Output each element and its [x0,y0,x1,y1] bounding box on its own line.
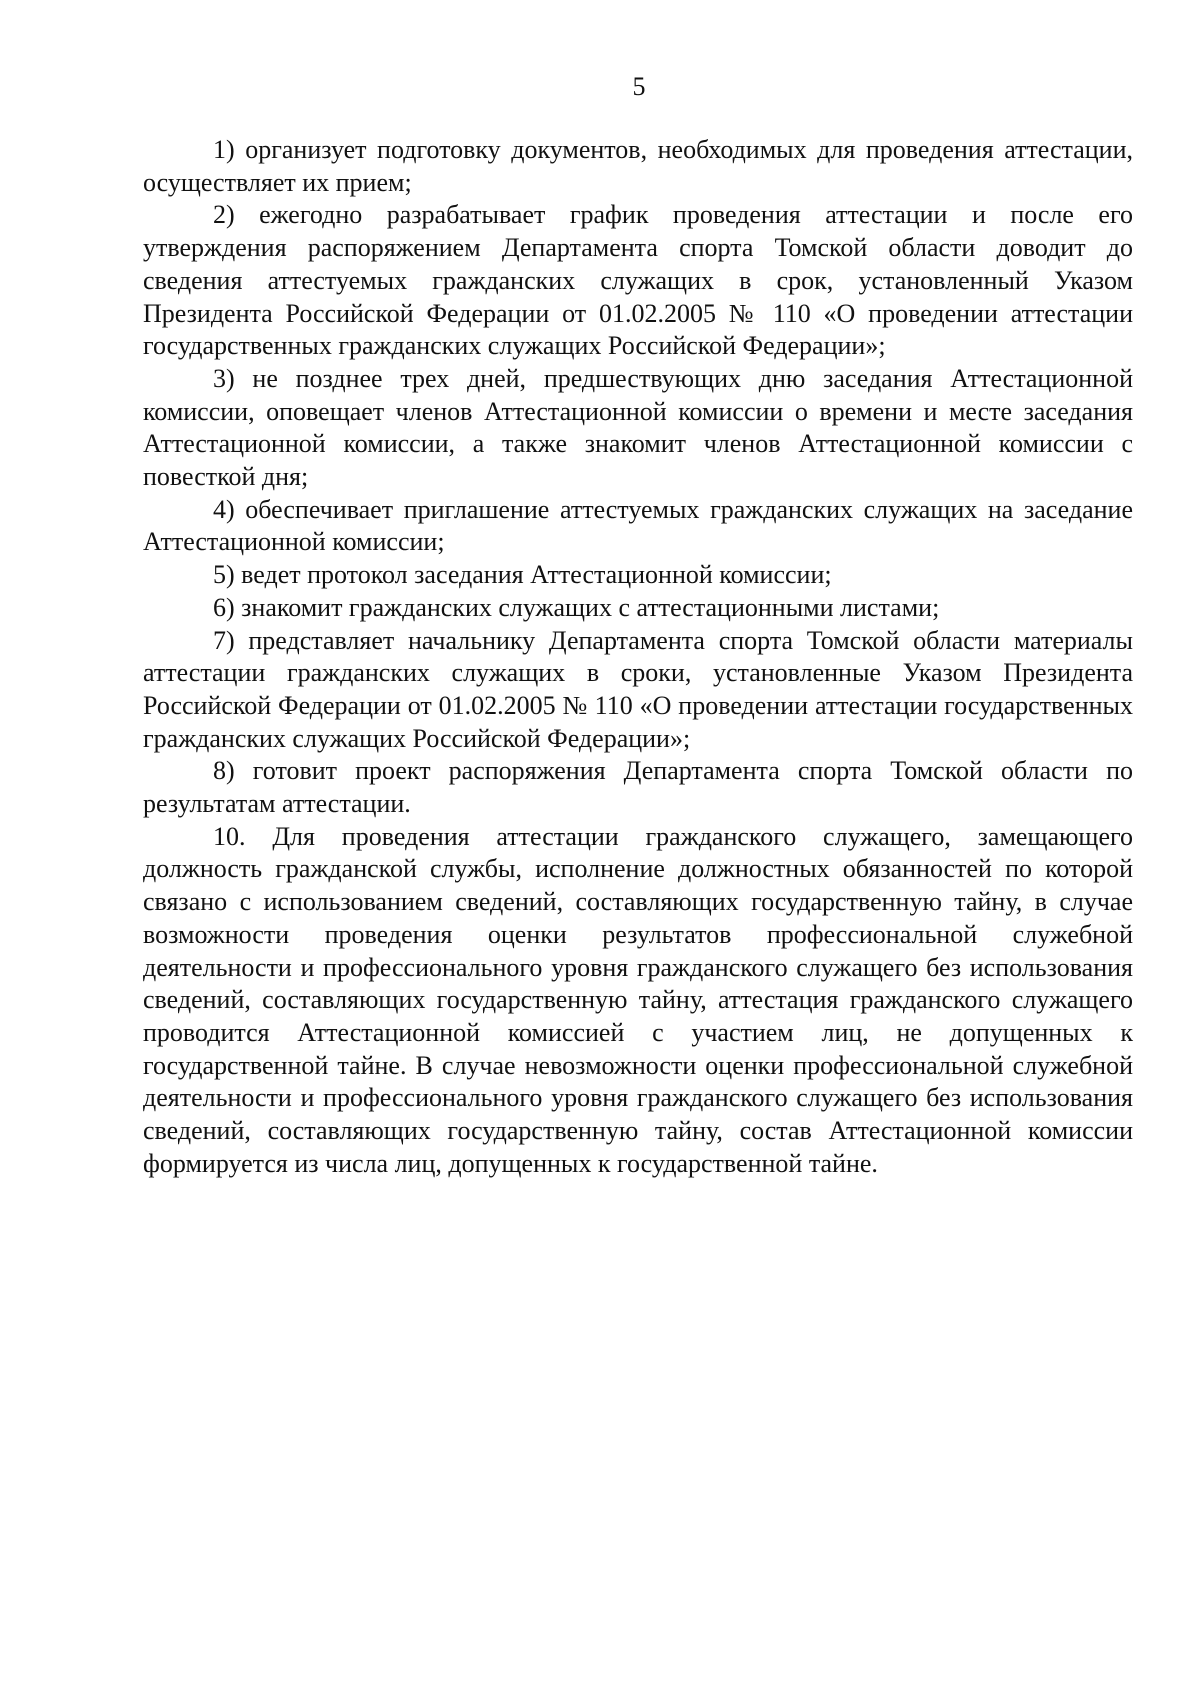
document-body [143,134,1133,1181]
paragraph-item-7: 7) представляет начальнику Департамента спорта Томской области материалы аттестации гражданских служащих в сроки, установленные Указом Президента Российской Федерации от 01.02.2005 № 110 «О проведении аттестации государственных гражданских служащих Российской Федерации»; [143,625,1133,753]
paragraph-item-3: 3) не позднее трех дней, предшествующих дню заседания Аттестационной комиссии, оповещает членов Аттестационной комиссии о времени и месте заседания Аттестационной комиссии, а также знакомит членов Аттестационной комиссии с повесткой дня; [143,363,1133,492]
paragraph-item-6: 6) знакомит гражданских служащих с аттестационными листами; [213,592,940,622]
paragraph-item-5: 5) ведет протокол заседания Аттестационной комиссии; [213,560,832,590]
paragraph-item-2: 2) ежегодно разрабатывает график проведения аттестации и после его утверждения распоряжением Департамента спорта Томской области доводит до сведения аттестуемых гражданских служащих в срок, установленный Указом Президента Российской Федерации от 01.02.2005 № 110 «О проведении аттестации государственных гражданских служащих Российской Федерации»; [143,200,1133,361]
paragraph-item-4: 4) обеспечивает приглашение аттестуемых гражданских служащих на заседание Аттестационной комиссии; [143,494,1133,557]
paragraph-item-1: 1) организует подготовку документов, необходимых для проведения аттестации, осуществляет их прием; [143,135,1133,197]
paragraph-section-10: 10. Для проведения аттестации гражданского служащего, замещающего должность гражданской службы, исполнение должностных обязанностей по которой связано с использованием сведений, составляющих государственную тайну, в случае возможности проведения оценки результатов профессиональной служебной деятельности и профессионального уровня гражданского служащего без использования сведений, составляющих государственную тайну, аттестация гражданского служащего проводится Аттестационной комиссией с участием лиц, не допущенных к государственной тайне. В случае невозможности оценки профессиональной служебной деятельности и профессионального уровня гражданского служащего без использования сведений, составляющих государственную тайну, состав Аттестационной комиссии формируется из числа лиц, допущенных к государственной тайне. [143,821,1133,1178]
page-number: 5 [632,72,646,101]
paragraph-item-8: 8) готовит проект распоряжения Департамента спорта Томской области по результатам аттестации. [143,756,1133,819]
